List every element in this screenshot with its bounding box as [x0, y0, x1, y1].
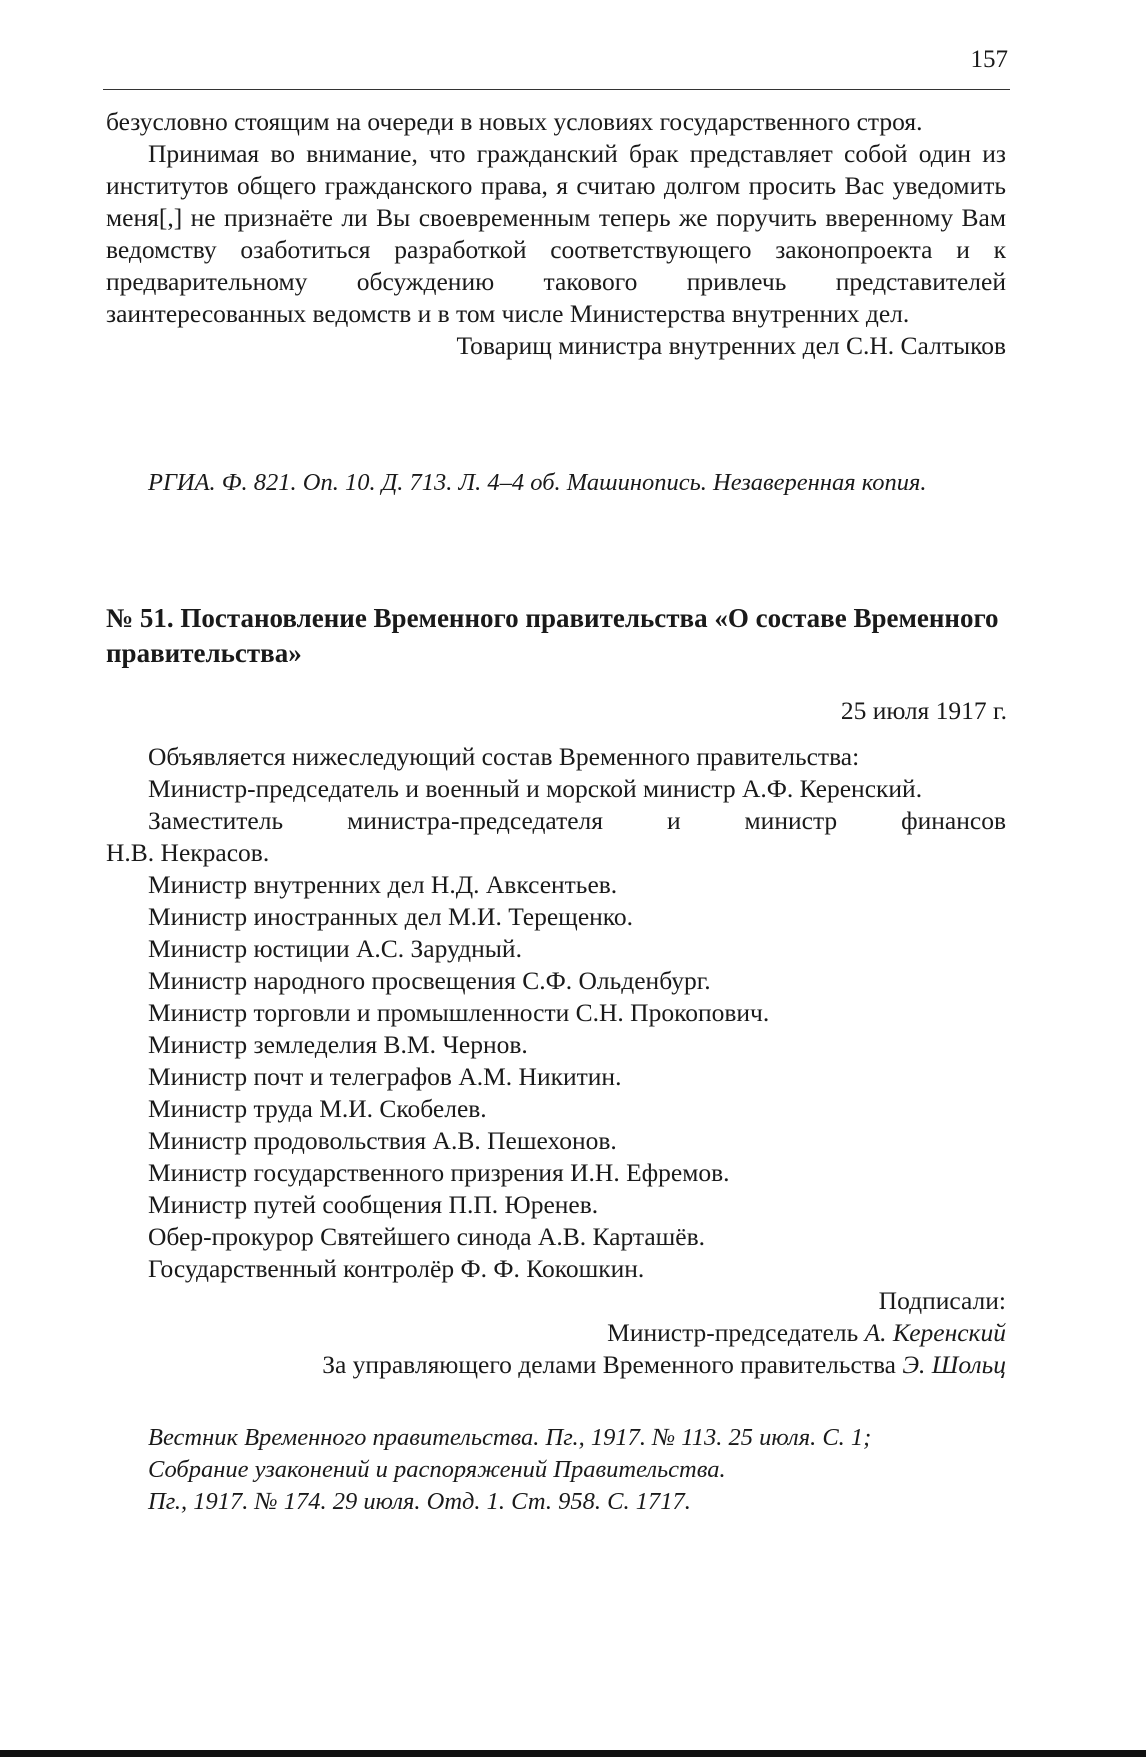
member-line: Министр продовольствия А.В. Пешехонов. — [148, 1126, 617, 1155]
decree-body — [106, 741, 1006, 1381]
signer-2-name: Э. Шольц — [902, 1350, 1006, 1379]
letter-paragraph-2: Принимая во внимание, что гражданский брак представляет собой один из институтов общего гражданского права, я считаю долгом просить Вас уведомить меня[,] не признаёте ли Вы своевременным теперь же поручить вверенному Вам ведомству озаботиться разработкой соответствующего законопроекта и к предварительному обсуждению такового привлечь представителей заинтересованных ведомств и в том числе Министерства внутренних дел. — [106, 139, 1006, 328]
signer-1-title: Министр-председатель — [607, 1318, 859, 1347]
header-rule — [103, 89, 1010, 90]
member-line: Министр-председатель и военный и морской министр А.Ф. Керенский. — [148, 774, 923, 803]
decree-intro: Объявляется нижеследующий состав Временного правительства: — [148, 742, 860, 771]
publication-source-note — [148, 1422, 978, 1518]
member-line: Министр внутренних дел Н.Д. Авксентьев. — [148, 870, 618, 899]
member-line: Министр государственного призрения И.Н. Ефремов. — [148, 1158, 730, 1187]
member-line-continuation: Н.В. Некрасов. — [106, 838, 270, 867]
member-line: Министр торговли и промышленности С.Н. Прокопович. — [148, 998, 770, 1027]
source-line-3: Пг., 1917. № 174. 29 июля. Отд. 1. Ст. 958. С. 1717. — [148, 1488, 691, 1515]
member-line: Министр народного просвещения С.Ф. Ольденбург. — [148, 966, 711, 995]
page-number: 157 — [970, 46, 1008, 73]
member-line: Министр иностранных дел М.И. Терещенко. — [148, 902, 633, 931]
signer-2-title: За управляющего делами Временного правительства — [322, 1350, 896, 1379]
member-line: Министр труда М.И. Скобелев. — [148, 1094, 487, 1123]
signer-1-name: А. Керенский — [864, 1318, 1006, 1347]
letter-signature: Товарищ министра внутренних дел С.Н. Салтыков — [456, 331, 1006, 360]
member-line: Министр юстиции А.С. Зарудный. — [148, 934, 522, 963]
signer-2 — [106, 1349, 1006, 1381]
letter-body — [106, 106, 1006, 362]
member-line: Министр путей сообщения П.П. Юренев. — [148, 1190, 599, 1219]
letter-paragraph-1: безусловно стоящим на очереди в новых условиях государственного строя. — [106, 107, 923, 136]
archive-source-note: РГИА. Ф. 821. Оп. 10. Д. 713. Л. 4–4 об. Машинопись. Незаверенная копия. — [148, 469, 927, 496]
member-line: Обер-прокурор Святейшего синода А.В. Карташёв. — [148, 1222, 706, 1251]
member-line: Министр почт и телеграфов А.М. Никитин. — [148, 1062, 622, 1091]
member-line: Министр земледелия В.М. Чернов. — [148, 1030, 528, 1059]
source-line-1: Вестник Временного правительства. Пг., 1917. № 113. 25 июля. С. 1; — [148, 1424, 872, 1451]
signed-label: Подписали: — [878, 1286, 1006, 1315]
member-line: Государственный контролёр Ф. Ф. Кокошкин. — [148, 1254, 645, 1283]
bottom-edge-bar — [0, 1750, 1146, 1757]
member-line: Заместитель министра-председателя и министр финансов — [148, 806, 1006, 835]
document-date: 25 июля 1917 г. — [840, 696, 1007, 725]
signer-1 — [106, 1317, 1006, 1349]
document-heading: № 51. Постановление Временного правительства «О составе Временного правительства» — [106, 603, 999, 668]
source-line-2: Собрание узаконений и распоряжений Правительства. — [148, 1456, 726, 1483]
